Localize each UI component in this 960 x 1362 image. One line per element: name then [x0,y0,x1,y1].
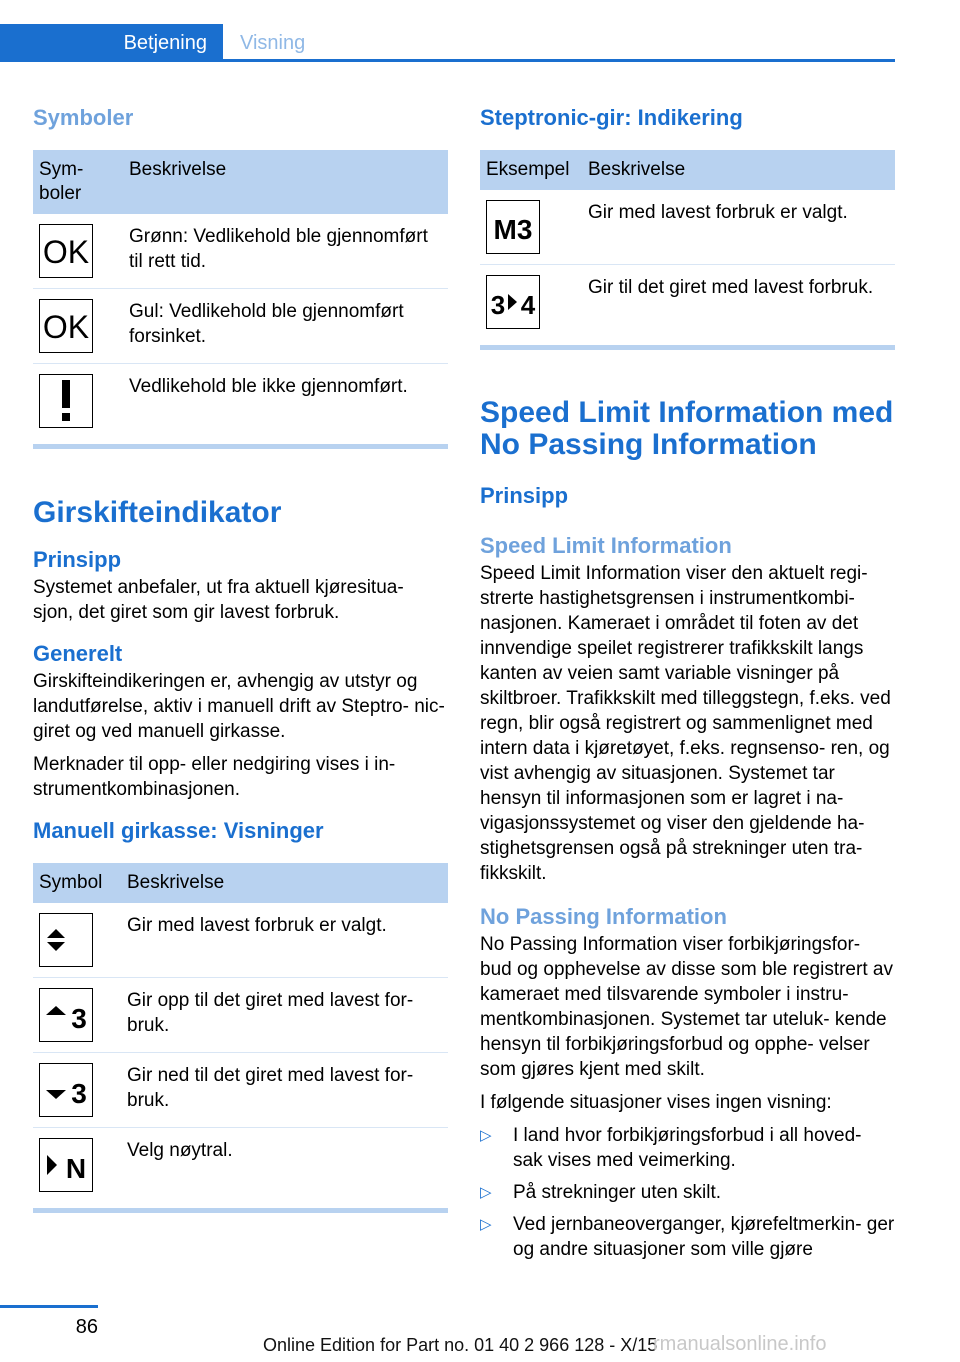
principle-heading: Prinsipp [480,483,569,508]
table-row [33,289,448,364]
table-row [33,978,448,1053]
table-row [480,190,895,265]
gear-indicator-heading: Girskifteindikator [33,496,282,529]
symbols-table [33,150,448,438]
tab-visning[interactable]: Visning [240,32,306,54]
row-description: Velg nøytral. [127,1140,233,1161]
downshift-3-icon [39,1063,93,1117]
row-description: Vedlikehold ble ikke gjennomført. [129,376,408,397]
table-header-row [33,150,448,214]
optimal-gear-icon [39,913,93,967]
row-description: Grønn: Vedlikehold ble gjennomført til rett tid. [123,214,448,289]
principle-heading: Prinsipp [33,547,122,572]
right-column [480,95,895,1269]
edition-text: Online Edition for Part no. 01 40 2 966 128 - X/15 [263,1335,658,1355]
list-item-text: På strekninger uten skilt. [513,1182,722,1203]
speed-limit-heading: Speed Limit Information med No Passing Information [480,396,894,461]
svg-text:3: 3 [71,1078,87,1107]
table-end-rule [480,345,895,350]
page-header [0,24,895,62]
upshift-3-icon [39,988,93,1042]
svg-text:4: 4 [520,290,536,319]
ok-icon [39,299,93,353]
column-header-symbols: Sym- boler [33,150,123,214]
header-rule [223,59,895,62]
npi-heading: No Passing Information [480,904,727,929]
table-row [33,214,448,289]
table-end-rule [33,444,448,449]
left-column [33,95,448,1213]
list-item [480,1180,895,1205]
row-description: Gir ned til det giret med lavest for- bruk. [121,1053,448,1128]
list-item-text: I land hvor forbikjøringsforbud i all hoved- sak vises med veimerking. [513,1125,862,1171]
row-description: Gul: Vedlikehold ble gjennomført forsinket. [123,289,448,364]
neutral-n-icon [39,1138,93,1192]
situations-list [480,1123,895,1262]
footer-rule [0,1305,98,1308]
general-heading: Generelt [33,641,123,666]
table-row [33,1053,448,1128]
row-description: Gir med lavest forbruk er valgt. [121,903,448,978]
column-header-example: Eksempel [480,150,582,190]
page-number: 86 [75,1316,98,1338]
manual-gearbox-table [33,863,448,1202]
table-row [33,1128,448,1203]
column-header-description: Beskrivelse [582,150,895,190]
steptronic-table [480,150,895,339]
m3-icon [486,200,540,254]
table-row [33,364,448,439]
column-header-description: Beskrivelse [123,150,448,214]
svg-text:OK: OK [42,309,90,343]
manual-gearbox-heading: Manuell girkasse: Visninger [33,818,324,843]
npi-text: No Passing Information viser forbikjøringsfor- bud og opphevelse av disse som ble registrert av kameraet med tilsvarende symboler i instru- mentkombinasjonen. Systemet tar uteluk- kende hensyn til forbikjøringsforbud og opphe- velser som gjøres kjent med skilt. [480,934,893,1080]
table-row [33,903,448,978]
row-description: Gir opp til det giret med lavest for- bruk. [121,978,448,1053]
sli-heading: Speed Limit Information [480,533,732,558]
table-header-row [33,863,448,903]
principle-text: Systemet anbefaler, ut fra aktuell kjøresitua- sjon, det giret som gir lavest forbruk. [33,577,404,623]
watermark: rmanualsonline.info [653,1333,827,1355]
column-header-description: Beskrivelse [121,863,448,903]
svg-text:3: 3 [71,1003,87,1032]
list-item [480,1212,895,1262]
triangle-bullet-icon: ▷ [480,1127,492,1144]
shift-3-4-icon [486,275,540,329]
list-item [480,1123,895,1173]
list-item-text: Ved jernbaneoverganger, kjørefeltmerkin- ger og andre situasjoner som ville gjøre [513,1214,895,1260]
triangle-bullet-icon: ▷ [480,1184,492,1201]
situations-intro: I følgende situasjoner vises ingen visning: [480,1092,832,1113]
tab-betjening[interactable]: Betjening [0,24,223,62]
triangle-bullet-icon: ▷ [480,1216,492,1233]
svg-text:OK: OK [42,234,90,268]
sli-text: Speed Limit Information viser den aktuelt regi- strerte hastighetsgrensen i instrumentkombi- nasjonen. Kameraet i området til foten av det innvendige speilet registrerer trafikkskilt langs kanten av veien samt variable visninger på skiltbroer. Trafikkskilt med tilleggstegn, f.eks. ved regn, blir også registrert og sammenlignet med intern data i kjøretøyet, f.eks. regnsenso- ren, og vist avhengig av situasjonen. Systemet tar hensyn til informasjonen som er lagret i na- vigasjonssystemet og viser den gjeldende ha- stighetsgrensen også på strekninger uten tra- fikkskilt. [480,563,891,884]
svg-text:N: N [65,1153,87,1182]
general-text-1: Girskifteindikeringen er, avhengig av utstyr og landutførelse, aktiv i manuell drift av Steptro- nic-giret og ved manuell girkasse. [33,671,445,742]
symbols-heading: Symboler [33,105,134,130]
table-end-rule [33,1208,448,1213]
steptronic-heading: Steptronic-gir: Indikering [480,105,743,130]
column-header-symbol: Symbol [33,863,121,903]
row-description: Gir til det giret med lavest forbruk. [588,277,874,298]
table-row [480,265,895,340]
svg-text:3: 3 [490,290,506,319]
row-description: Gir med lavest forbruk er valgt. [582,190,895,265]
exclamation-icon [39,374,93,428]
ok-icon [39,224,93,278]
general-text-2: Merknader til opp- eller nedgiring vises i in- strumentkombinasjonen. [33,754,396,800]
svg-text:M3: M3 [493,214,533,244]
table-header-row [480,150,895,190]
